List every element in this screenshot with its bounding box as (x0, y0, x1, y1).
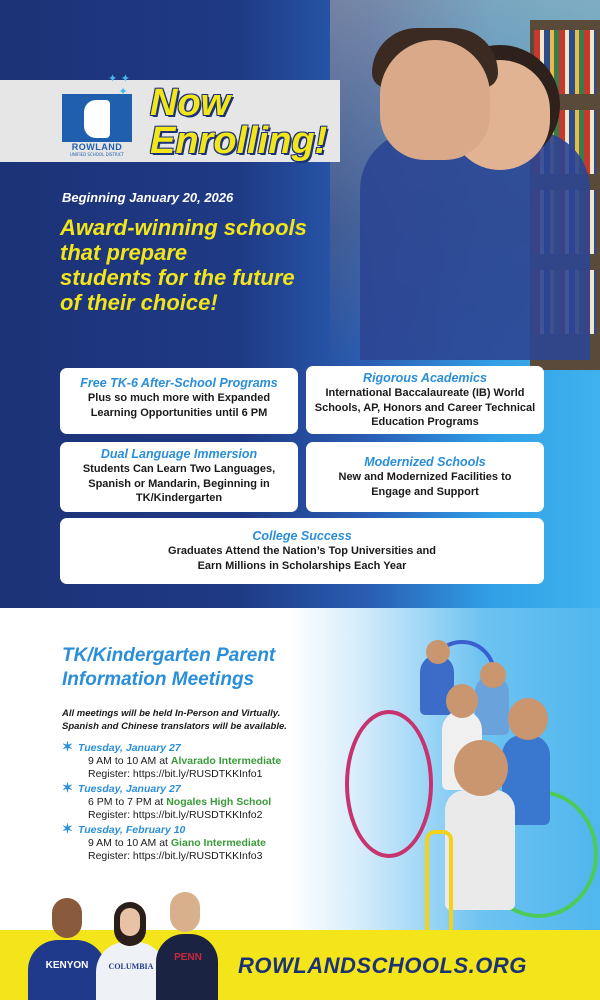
session-venue: Alvarado Intermediate (170, 755, 282, 767)
session-venue: Nogales High School (166, 796, 272, 808)
meetings-title-line: TK/Kindergarten Parent (62, 645, 276, 666)
meeting-session-3 (62, 821, 352, 863)
star-icon: ✶ (62, 780, 73, 795)
shirt-text: PENN (174, 952, 202, 963)
note-line: All meetings will be held In-Person and Virtually. (62, 708, 281, 719)
session-register-link[interactable]: Register: https://bit.ly/RUSDTKKInfo1 (88, 768, 263, 780)
rowland-logo (62, 94, 132, 156)
website-link[interactable]: ROWLANDSCHOOLS.ORG (238, 953, 527, 978)
tagline (60, 215, 330, 315)
session-register-link[interactable]: Register: https://bit.ly/RUSDTKKInfo3 (88, 850, 263, 862)
page-title (150, 84, 370, 160)
session-date: Tuesday, February 10 (78, 824, 186, 836)
hula-hoop (425, 830, 453, 938)
card-body: Education Programs (371, 416, 479, 428)
meeting-session-2 (62, 780, 352, 822)
program-card-modernized (306, 442, 544, 512)
program-card-dual-language (60, 442, 298, 512)
kid (445, 790, 515, 910)
star-icon: ✶ (62, 821, 73, 836)
students-photo (28, 890, 218, 1000)
tagline-line: students for the future (60, 265, 295, 290)
card-body: Earn Millions in Scholarships Each Year (197, 559, 407, 572)
session-register-link[interactable]: Register: https://bit.ly/RUSDTKKInfo2 (88, 809, 263, 821)
card-title: Rigorous Academics (363, 371, 487, 385)
card-body: Schools, AP, Honors and Career Technical (314, 401, 536, 414)
card-title: College Success (252, 529, 352, 543)
logo-subtitle: UNIFIED SCHOOL DISTRICT (69, 152, 125, 157)
card-body: New and Modernized Facilities to (338, 471, 512, 483)
session-time: 9 AM to 10 AM at (88, 755, 168, 767)
student-face (52, 898, 82, 938)
program-card-college (60, 518, 544, 584)
program-card-academics (306, 366, 544, 434)
hero-child-face (380, 40, 490, 160)
card-body: Learning Opportunities until 6 PM (90, 406, 268, 419)
kid-face (446, 684, 478, 718)
tagline-line: that prepare (60, 240, 188, 265)
tagline-line: Award-winning schools (60, 215, 307, 240)
program-card-after-school (60, 368, 298, 434)
session-date: Tuesday, January 27 (78, 783, 181, 795)
card-body: TK/Kindergarten (135, 492, 223, 504)
hula-hoop (345, 710, 433, 858)
meetings-title (62, 644, 342, 692)
card-body: Students Can Learn Two Languages, (82, 463, 276, 475)
title-line-2: Enrolling! (150, 120, 328, 162)
logo-name: ROWLAND (71, 142, 123, 152)
kid-face (454, 740, 508, 796)
student-face (120, 908, 140, 936)
shirt-text: COLUMBIA (108, 962, 154, 971)
shirt-text: KENYON (45, 960, 89, 971)
student (156, 934, 218, 1000)
title-line-1: Now (150, 82, 231, 124)
meetings-title-line: Information Meetings (62, 669, 255, 690)
star-icon: ✦ ✦ ✦ (108, 72, 130, 98)
session-venue: Giano Intermediate (170, 837, 266, 849)
meetings-note (62, 708, 332, 733)
session-time: 6 PM to 7 PM at (88, 796, 164, 808)
session-date: Tuesday, January 27 (78, 742, 181, 754)
meeting-session-1 (62, 739, 352, 781)
card-body: Plus so much more with Expanded (87, 392, 271, 404)
kids-photo (420, 640, 570, 930)
note-line: Spanish and Chinese translators will be available. (62, 720, 287, 732)
kid-face (508, 698, 548, 740)
card-body: International Baccalaureate (IB) World (325, 387, 525, 399)
card-title: Dual Language Immersion (100, 447, 258, 461)
session-time: 9 AM to 10 AM at (88, 837, 168, 849)
rowland-logo-icon (62, 94, 132, 142)
hero-shirt (360, 130, 590, 360)
student-face (170, 892, 200, 932)
card-body: Spanish or Mandarin, Beginning in (88, 477, 270, 490)
card-title: Free TK-6 After-School Programs (80, 376, 278, 390)
card-body: Graduates Attend the Nation’s Top Universities and (168, 545, 436, 557)
kid-face (480, 662, 506, 688)
kid-face (426, 640, 450, 664)
star-icon: ✶ (62, 739, 73, 754)
card-body: Engage and Support (371, 485, 479, 498)
enroll-date: Beginning January 20, 2026 (62, 190, 234, 205)
tagline-line: of their choice! (60, 290, 218, 315)
card-title: Modernized Schools (364, 455, 486, 469)
